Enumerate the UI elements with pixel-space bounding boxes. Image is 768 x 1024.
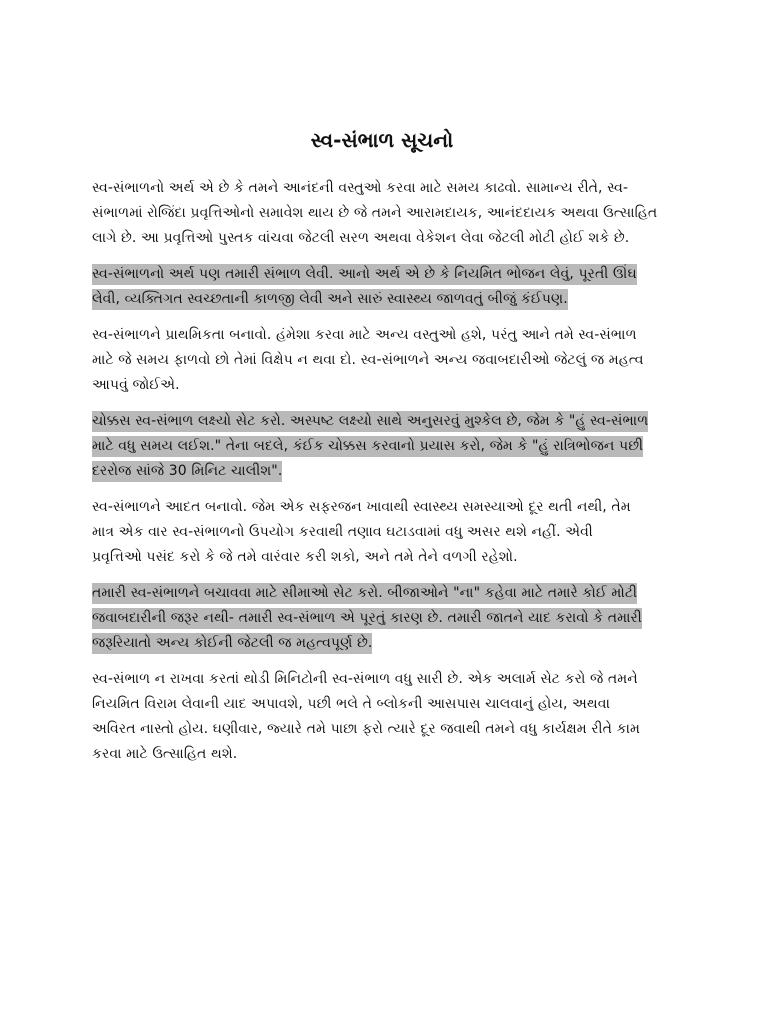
- text-line: [92, 520, 672, 545]
- text-line-content: સ્વ-સંભાળ ન રાખવા કરતાં થોડી મિનિટોની સ્વ-સંભાળ વધુ સારી છે. એક અલાર્મ સેટ કરો જે તમને: [92, 671, 638, 687]
- paragraph: [92, 667, 672, 767]
- text-line: [92, 176, 672, 201]
- text-line: [92, 226, 672, 251]
- text-line: [92, 409, 672, 434]
- text-line: [92, 667, 672, 692]
- text-line: [92, 581, 672, 606]
- text-line-content: કરવા માટે ઉત્સાહિત થશે.: [92, 746, 238, 762]
- text-line-content: માટે વધુ સમય લઈશ." તેના બદલે, કંઈક ચોક્કસ કરવાનો પ્રયાસ કરો, જેમ કે "હું રાત્રિભોજન પછી: [92, 436, 643, 457]
- paragraph: [92, 176, 672, 251]
- text-line: [92, 373, 672, 398]
- text-line: [92, 606, 672, 631]
- text-line-content: સંભાળમાં રોજિંદા પ્રવૃત્તિઓનો સમાવેશ થાય છે જે તમને આરામદાયક, આનંદદાયક અથવા ઉત્સાહિત: [92, 205, 658, 221]
- text-line: [92, 201, 672, 226]
- text-line-content: દરરોજ સાંજે 30 મિનિટ ચાલીશ".: [92, 461, 282, 482]
- document-title: સ્વ-સંભાળ સૂચનો: [310, 128, 454, 152]
- text-line-content: નિયમિત વિરામ લેવાની યાદ અપાવશે, પછી ભલે તે બ્લોકની આસપાસ ચાલવાનું હોય, અથવા: [92, 696, 611, 712]
- paragraph: [92, 495, 672, 570]
- document-page: [92, 126, 672, 778]
- text-line-content: આપવું જોઈએ.: [92, 377, 180, 393]
- text-line: [92, 692, 672, 717]
- text-line-content: સ્વ-સંભાળનો અર્થ પણ તમારી સંભાળ લેવી. આનો અર્થ એ છે કે નિયમિત ભોજન લેવું, પૂરતી ઊંઘ: [92, 264, 637, 285]
- text-line-content: તમારી સ્વ-સંભાળને બચાવવા માટે સીમાઓ સેટ કરો. બીજાઓને "ના" કહેવા માટે તમારે કોઈ મોટી: [92, 583, 637, 604]
- text-line-content: સ્વ-સંભાળને પ્રાથમિકતા બનાવો. હંમેશા કરવા માટે અન્ય વસ્તુઓ હશે, પરંતુ આને તમે સ્વ-સંભાળ: [92, 327, 637, 343]
- text-line: [92, 434, 672, 459]
- text-line: [92, 287, 672, 312]
- text-line: [92, 717, 672, 742]
- text-line: [92, 545, 672, 570]
- text-line-content: માત્ર એક વાર સ્વ-સંભાળનો ઉપયોગ કરવાથી તણાવ ઘટાડવામાં વધુ અસર થશે નહીં. એવી: [92, 524, 593, 540]
- text-line: [92, 262, 672, 287]
- text-line: [92, 631, 672, 656]
- text-line: [92, 323, 672, 348]
- text-line-content: માટે જે સમય ફાળવો છો તેમાં વિક્ષેપ ન થવા દો. સ્વ-સંભાળને અન્ય જવાબદારીઓ જેટલું જ મહત્વ: [92, 352, 644, 368]
- text-line: [92, 348, 672, 373]
- text-line: [92, 495, 672, 520]
- highlighted-paragraph: [92, 409, 672, 484]
- text-line: [92, 459, 672, 484]
- text-line-content: સ્વ-સંભાળને આદત બનાવો. જેમ એક સફરજન ખાવાથી સ્વાસ્થ્ય સમસ્યાઓ દૂર થતી નથી, તેમ: [92, 499, 631, 515]
- paragraph: [92, 323, 672, 398]
- text-line-content: જવાબદારીની જરૂર નથી- તમારી સ્વ-સંભાળ એ પૂરતું કારણ છે. તમારી જાતને યાદ કરાવો કે તમારી: [92, 608, 642, 629]
- text-line: [92, 742, 672, 767]
- text-line-content: જરૂરિયાતો અન્ય કોઈની જેટલી જ મહત્વપૂર્ણ છે.: [92, 633, 372, 654]
- text-line-content: લાગે છે. આ પ્રવૃત્તિઓ પુસ્તક વાંચવા જેટલી સરળ અથવા વેકેશન લેવા જેટલી મોટી હોઈ શકે છે.: [92, 230, 630, 246]
- highlighted-paragraph: [92, 581, 672, 656]
- text-line-content: અવિરત નાસ્તો હોય. ઘણીવાર, જ્યારે તમે પાછા ફરો ત્યારે દૂર જવાથી તમને વધુ કાર્યક્ષમ રીતે કામ: [92, 721, 640, 737]
- text-line-content: સ્વ-સંભાળનો અર્થ એ છે કે તમને આનંદની વસ્તુઓ કરવા માટે સમય કાઢવો. સામાન્ય રીતે, સ્વ-: [92, 180, 629, 196]
- text-line-content: લેવી, વ્યક્તિગત સ્વચ્છતાની કાળજી લેવી અને સારું સ્વાસ્થ્ય જાળવતું બીજું કંઈપણ.: [92, 289, 568, 310]
- document-body: [92, 176, 672, 767]
- highlighted-paragraph: [92, 262, 672, 312]
- text-line-content: પ્રવૃત્તિઓ પસંદ કરો કે જે તમે વારંવાર કરી શકો, અને તમે તેને વળગી રહેશો.: [92, 549, 518, 565]
- text-line-content: ચોક્કસ સ્વ-સંભાળ લક્ષ્યો સેટ કરો. અસ્પષ્ટ લક્ષ્યો સાથે અનુસરવું મુશ્કેલ છે, જેમ કે "હું સ્વ-સંભાળ: [92, 411, 648, 432]
